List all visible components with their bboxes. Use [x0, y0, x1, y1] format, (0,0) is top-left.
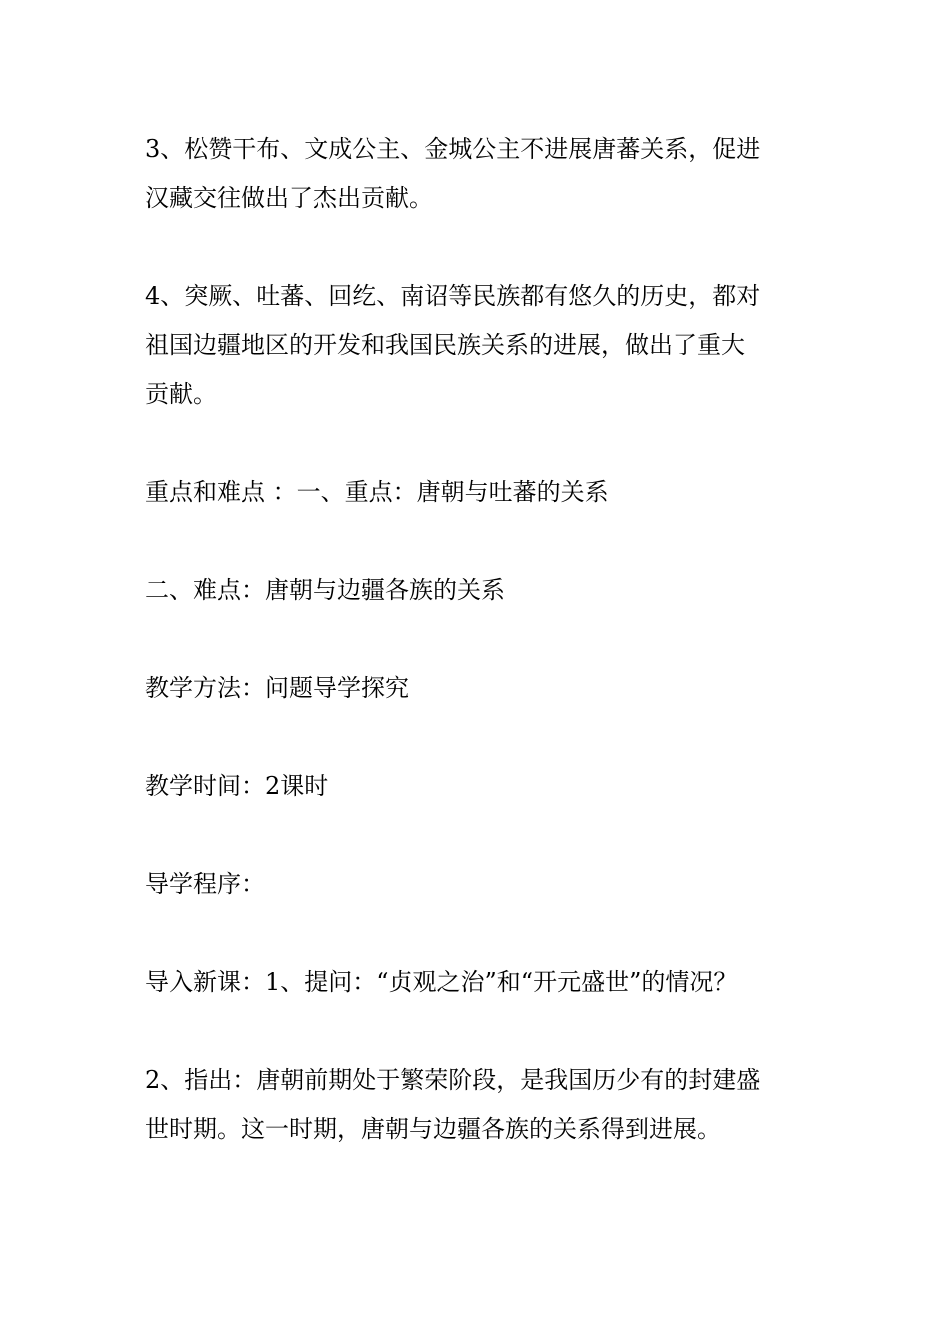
text-line: 导入新课：1、提问：“贞观之治”和“开元盛世”的情况？ — [145, 968, 738, 996]
paragraph-procedure-heading — [145, 860, 825, 909]
paragraph-teaching-method — [145, 664, 825, 713]
text-line: 贡献。 — [145, 380, 217, 408]
text-line: 3、松赞干布、文成公主、金城公主不进展唐蕃关系，促进 — [145, 135, 761, 163]
paragraph-introduction — [145, 958, 825, 1007]
paragraph-teaching-time — [145, 762, 825, 811]
paragraph-key-points — [145, 468, 825, 517]
text-line: 4、突厥、吐蕃、回纥、南诏等民族都有悠久的历史，都对 — [145, 282, 761, 310]
paragraph-point-out — [145, 1056, 825, 1154]
paragraph-key-figures — [145, 125, 825, 223]
text-line: 世时期。这一时期，唐朝与边疆各族的关系得到进展。 — [145, 1115, 721, 1143]
text-line: 2、指出：唐朝前期处于繁荣阶段，是我国历少有的封建盛 — [145, 1066, 761, 1094]
text-line: 教学时间：2课时 — [145, 772, 329, 800]
text-line: 祖国边疆地区的开发和我国民族关系的进展，做出了重大 — [145, 331, 745, 359]
text-line: 汉藏交往做出了杰出贡献。 — [145, 184, 433, 212]
text-line: 教学方法：问题导学探究 — [145, 674, 409, 702]
text-line: 二、难点：唐朝与边疆各族的关系 — [145, 576, 505, 604]
paragraph-difficulties — [145, 566, 825, 615]
paragraph-ethnic-contributions — [145, 272, 825, 419]
text-line: 重点和难点 ：一、重点：唐朝与吐蕃的关系 — [145, 478, 609, 506]
document-body — [145, 125, 825, 1203]
text-line: 导学程序： — [145, 870, 265, 898]
